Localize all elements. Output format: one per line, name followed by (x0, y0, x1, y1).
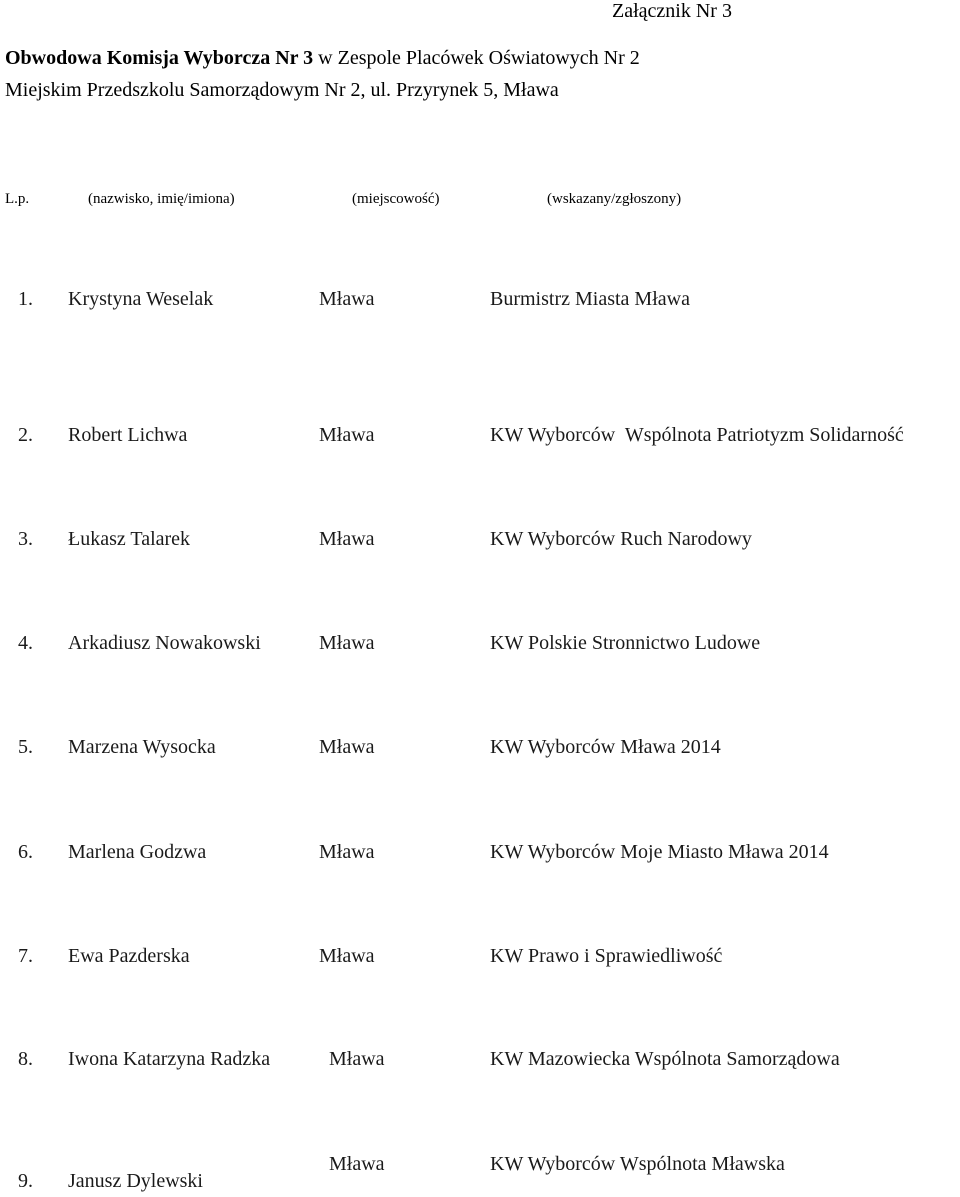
row-number: 1. (18, 288, 33, 310)
row-place: Mława (319, 736, 375, 758)
row-name: Ewa Pazderska (68, 945, 190, 967)
row-place: Mława (319, 424, 375, 446)
header-nominated-by: (wskazany/zgłoszony) (547, 191, 682, 207)
row-number: 5. (18, 736, 33, 758)
row-place: Mława (319, 841, 375, 863)
row-name: Arkadiusz Nowakowski (68, 632, 261, 654)
row-nominated-by: KW Wyborców Ruch Narodowy (490, 528, 752, 550)
row-number: 6. (18, 841, 33, 863)
row-nominated-by: KW Polskie Stronnictwo Ludowe (490, 632, 761, 654)
commission-title (5, 47, 640, 70)
row-number: 9. (18, 1170, 33, 1192)
row-name: Robert Lichwa (68, 424, 188, 446)
header-place: (miejscowość) (352, 191, 440, 207)
row-place: Mława (319, 945, 375, 967)
row-place: Mława (319, 632, 375, 654)
row-number: 7. (18, 945, 33, 967)
row-nominated-by: KW Wyborców Wspólnota Mławska (490, 1153, 785, 1175)
attachment-label: Załącznik Nr 3 (612, 0, 732, 22)
row-name: Iwona Katarzyna Radzka (68, 1048, 271, 1070)
row-number: 4. (18, 632, 33, 654)
row-place: Mława (319, 528, 375, 550)
row-number: 8. (18, 1048, 33, 1070)
row-place: Mława (329, 1048, 385, 1070)
commission-title-bold: Obwodowa Komisja Wyborcza Nr 3 (5, 47, 314, 69)
row-name: Marlena Godzwa (68, 841, 207, 863)
row-nominated-by: KW Wyborców Mława 2014 (490, 736, 721, 758)
row-nominated-by: KW Wyborców Wspólnota Patriotyzm Solidarność (490, 424, 904, 446)
header-lp: L.p. (5, 191, 30, 207)
commission-address: Miejskim Przedszkolu Samorządowym Nr 2, ul. Przyrynek 5, Mława (5, 79, 559, 101)
row-nominated-by: Burmistrz Miasta Mława (490, 288, 690, 310)
row-nominated-by: KW Prawo i Sprawiedliwość (490, 945, 723, 967)
row-number: 3. (18, 528, 33, 550)
row-name: Marzena Wysocka (68, 736, 216, 758)
row-name: Krystyna Weselak (68, 288, 214, 310)
header-name: (nazwisko, imię/imiona) (88, 191, 235, 207)
row-nominated-by: KW Mazowiecka Wspólnota Samorządowa (490, 1048, 840, 1070)
commission-title-rest: w Zespole Placówek Oświatowych Nr 2 (313, 47, 640, 69)
row-nominated-by: KW Wyborców Moje Miasto Mława 2014 (490, 841, 829, 863)
row-place: Mława (329, 1153, 385, 1175)
row-name: Janusz Dylewski (68, 1170, 203, 1192)
row-place: Mława (319, 288, 375, 310)
row-number: 2. (18, 424, 33, 446)
row-name: Łukasz Talarek (68, 528, 191, 550)
